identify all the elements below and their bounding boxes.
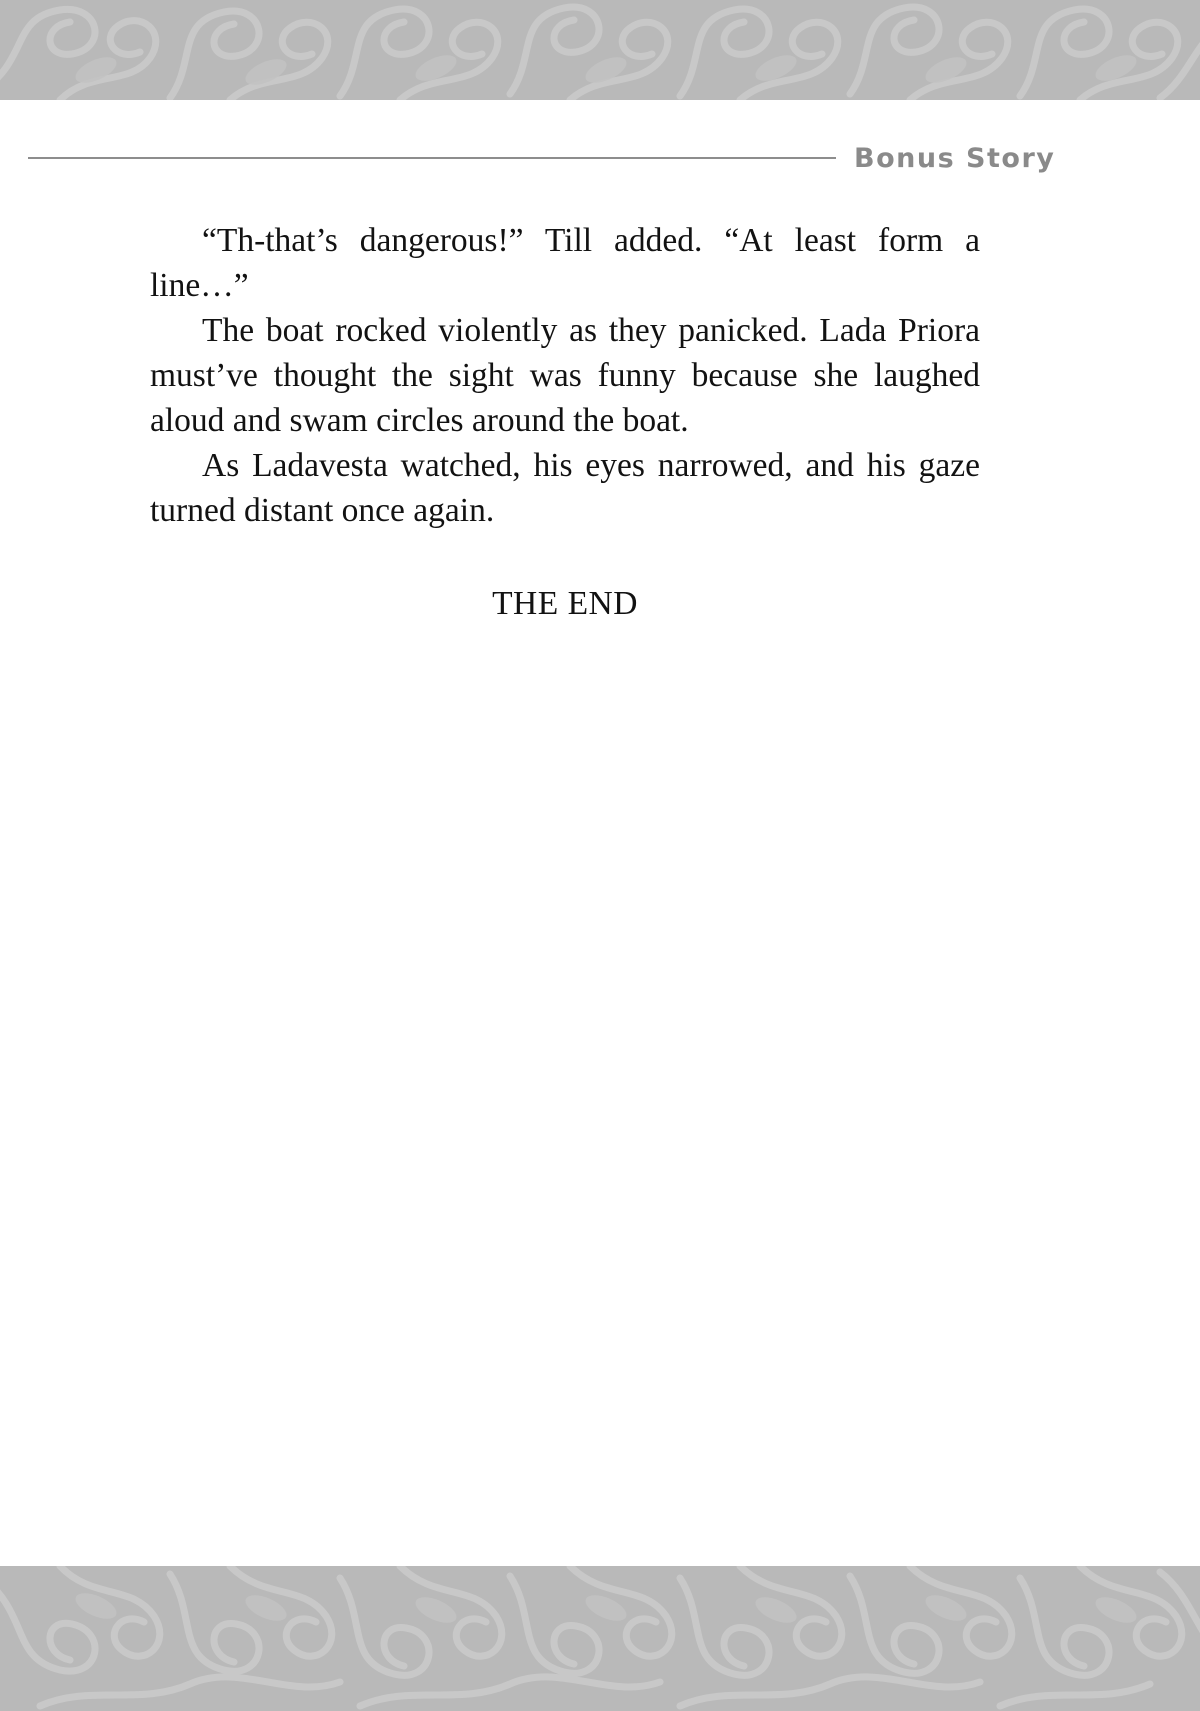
body-text-column (150, 218, 980, 626)
paragraph: As Ladavesta watched, his eyes narrowed, and his gaze turned distant once again. (150, 447, 980, 529)
floral-ornament-icon (0, 1566, 1200, 1711)
the-end-mark: THE END (492, 585, 638, 622)
running-head (28, 138, 1172, 178)
header-label: Bonus Story (854, 142, 1056, 174)
bottom-ornament-band (0, 1566, 1200, 1711)
top-ornament-band (0, 0, 1200, 100)
floral-ornament-icon (0, 0, 1200, 100)
paragraph: The boat rocked violently as they panicked. Lada Priora must’ve thought the sight was funny because she laughed aloud and swam circles around the boat. (150, 312, 980, 439)
paragraph: “Th-that’s dangerous!” Till added. “At least form a line…” (150, 222, 980, 304)
header-divider-rule (28, 157, 836, 159)
